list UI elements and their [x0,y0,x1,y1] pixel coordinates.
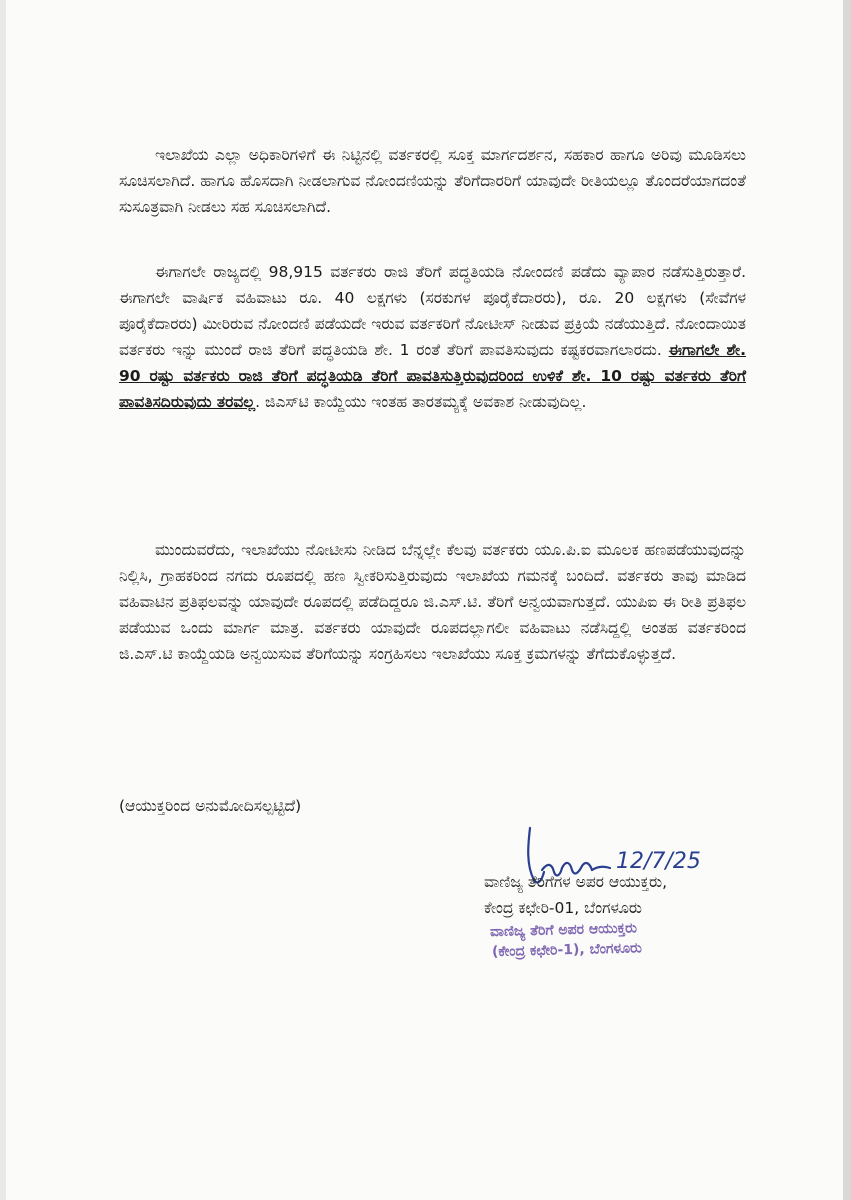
paragraph-2-text-a: ಈಗಾಗಲೇ ರಾಜ್ಯದಲ್ಲಿ 98,915 ವರ್ತಕರು ರಾಜಿ ತೆರಿಗೆ ಪದ್ಧತಿಯಡಿ ನೋಂದಣಿ ಪಡೆದು ವ್ಯಾಪಾರ ನಡೆಸುತ್ತಿರುತ್ತಾರೆ. ಈಗಾಗಲೇ ವಾರ್ಷಿಕ ವಹಿವಾಟು ರೂ. 40 ಲಕ್ಷಗಳು (ಸರಕುಗಳ ಪೂರೈಕೆದಾರರು), ರೂ. 20 ಲಕ್ಷಗಳು (ಸೇವೆಗಳ ಪೂರೈಕೆದಾರರು) ಮೀರಿರುವ ನೋಂದಣಿ ಪಡೆಯದೇ ಇರುವ ವರ್ತಕರಿಗೆ ನೋಟೀಸ್ ನೀಡುವ ಪ್ರಕ್ರಿಯೆ ನಡೆಯುತ್ತಿದೆ. ನೋಂದಾಯಿತ ವರ್ತಕರು ಇನ್ನು ಮುಂದೆ ರಾಜಿ ತೆರಿಗೆ ಪದ್ಧತಿಯಡಿ ಶೇ. 1 ರಂತೆ ತೆರಿಗೆ ಪಾವತಿಸುವುದು ಕಷ್ಟಕರವಾಗಲಾರದು. [119,263,746,359]
signatory-office: ಕೇಂದ್ರ ಕಛೇರಿ-01, ಬೆಂಗಳೂರು [484,899,642,917]
paragraph-1-text: ಇಲಾಖೆಯ ಎಲ್ಲಾ ಅಧಿಕಾರಿಗಳಿಗೆ ಈ ನಿಟ್ಟಿನಲ್ಲಿ ವರ್ತಕರಲ್ಲಿ ಸೂಕ್ತ ಮಾರ್ಗದರ್ಶನ, ಸಹಕಾರ ಹಾಗೂ ಅರಿವು ಮೂಡಿಸಲು ಸೂಚಿಸಲಾಗಿದೆ. ಹಾಗೂ ಹೊಸದಾಗಿ ನೀಡಲಾಗುವ ನೋಂದಣಿಯನ್ನು ತೆರಿಗೆದಾರರಿಗೆ ಯಾವುದೇ ರೀತಿಯಲ್ಲೂ ತೊಂದರೆಯಾಗದಂತೆ ಸುಸೂತ್ರವಾಗಿ ನೀಡಲು ಸಹ ಸೂಚಿಸಲಾಗಿದೆ. [119,146,746,216]
paragraph-3-text: ಮುಂದುವರೆದು, ಇಲಾಖೆಯು ನೋಟೀಸು ನೀಡಿದ ಬೆನ್ನಲ್ಲೇ ಕೆಲವು ವರ್ತಕರು ಯೂ.ಪಿ.ಐ ಮೂಲಕ ಹಣಪಡೆಯುವುದನ್ನು ನಿಲ್ಲಿಸಿ, ಗ್ರಾಹಕರಿಂದ ನಗದು ರೂಪದಲ್ಲಿ ಹಣ ಸ್ವೀಕರಿಸುತ್ತಿರುವುದು ಇಲಾಖೆಯ ಗಮನಕ್ಕೆ ಬಂದಿದೆ. ವರ್ತಕರು ತಾವು ಮಾಡಿದ ವಹಿವಾಟಿನ ಪ್ರತಿಫಲವನ್ನು ಯಾವುದೇ ರೂಪದಲ್ಲಿ ಪಡೆದಿದ್ದರೂ ಜಿ.ಎಸ್.ಟಿ. ತೆರಿಗೆ ಅನ್ವಯವಾಗುತ್ತದೆ. ಯುಪಿಐ ಈ ರೀತಿ ಪ್ರತಿಫಲ ಪಡೆಯುವ ಒಂದು ಮಾರ್ಗ ಮಾತ್ರ. ವರ್ತಕರು ಯಾವುದೇ ರೂಪದಲ್ಲಾಗಲೀ ವಹಿವಾಟು ನಡೆಸಿದ್ದಲ್ಲಿ ಅಂತಹ ವರ್ತಕರಿಂದ ಜಿ.ಎಸ್.ಟಿ ಕಾಯ್ದೆಯಡಿ ಅನ್ವಯಿಸುವ ತೆರಿಗೆಯನ್ನು ಸಂಗ್ರಹಿಸಲು ಇಲಾಖೆಯು ಸೂಕ್ತ ಕ್ರಮಗಳನ್ನು ತೆಗೆದುಕೊಳ್ಳುತ್ತದೆ. [119,541,746,663]
paragraph-1 [119,142,746,220]
paragraph-2-emphasis: ಈಗಾಗಲೇ ಶೇ. 90 ರಷ್ಟು ವರ್ತಕರು ರಾಜಿ ತೆರಿಗೆ ಪದ್ಧತಿಯಡಿ ತೆರಿಗೆ ಪಾವತಿಸುತ್ತಿರುವುದರಿಂದ ಉಳಿಕೆ ಶೇ. 10 ರಷ್ಟು ವರ್ತಕರು ತೆರಿಗೆ ಪಾವತಿಸದಿರುವುದು ತರವಲ್ಲ [119,341,747,411]
stamp-line-2: (ಕೇಂದ್ರ ಕಛೇರಿ-1), ಬೆಂಗಳೂರು [491,940,643,961]
signatory-designation: ವಾಣಿಜ್ಯ ತೆರಿಗೆಗಳ ಅಪರ ಆಯುಕ್ತರು, [484,873,668,891]
stamp-line-1: ವಾಣಿಜ್ಯ ತೆರಿಗೆ ಅಪರ ಆಯುಕ್ತರು [489,920,638,941]
signature-date: 12/7/25 [616,849,701,874]
approval-note: (ಆಯುಕ್ತರಿಂದ ಅನುಮೋದಿಸಲ್ಪಟ್ಟಿದೆ) [119,797,302,815]
paragraph-2 [119,259,746,415]
paragraph-3 [119,537,746,667]
paragraph-2-text-b: . ಜಿಎಸ್‌ಟಿ ಕಾಯ್ದೆಯು ಇಂತಹ ತಾರತಮ್ಯಕ್ಕೆ ಅವಕಾಶ ನೀಡುವುದಿಲ್ಲ. [255,393,587,411]
